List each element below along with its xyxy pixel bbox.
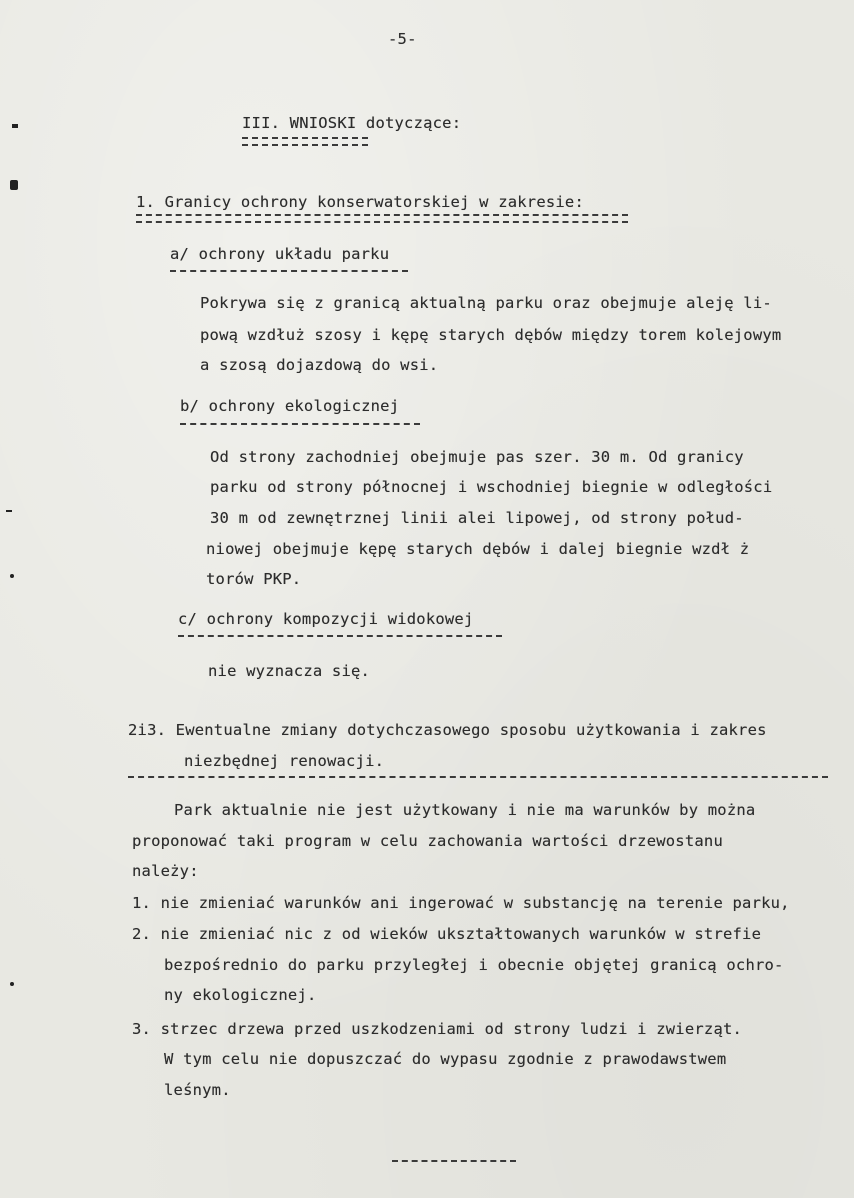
list-item-3-line: leśnym. (164, 1081, 231, 1099)
subheading-a: a/ ochrony układu parku (170, 245, 390, 263)
subheading-c: c/ ochrony kompozycji widokowej (178, 610, 474, 628)
list-item-3-line: W tym celu nie dopuszczać do wypasu zgodnie z prawodawstwem (164, 1050, 727, 1068)
page-number: -5- (388, 30, 417, 48)
paragraph-a-line: Pokrywa się z granicą aktualną parku oraz obejmuje aleję li- (200, 294, 772, 312)
subheading-b-underline (180, 423, 420, 425)
paragraph-a-line: pową wzdłuż szosy i kępę starych dębów między torem kolejowym (200, 326, 782, 344)
point1-heading-underline (136, 214, 628, 223)
paragraph-a-line: a szosą dojazdową do wsi. (200, 356, 439, 374)
closing-separator (392, 1160, 516, 1162)
point2-heading-line: niezbędnej renowacji. (184, 752, 385, 770)
subheading-c-underline (178, 635, 502, 637)
margin-mark (6, 510, 12, 512)
list-item-2-line: 2. nie zmieniać nic z od wieków ukształtowanych warunków w strefie (132, 925, 762, 943)
margin-mark (10, 574, 14, 578)
subheading-b: b/ ochrony ekologicznej (180, 397, 400, 415)
list-item-2-line: ny ekologicznej. (164, 986, 317, 1004)
paragraph-b-line: 30 m od zewnętrznej linii alei lipowej, od strony połud- (210, 509, 744, 527)
margin-mark (12, 124, 18, 128)
paragraph-c-line: nie wyznacza się. (208, 662, 371, 680)
point2-intro-line: Park aktualnie nie jest użytkowany i nie ma warunków by można (174, 801, 756, 819)
paragraph-b-line: parku od strony północnej i wschodniej biegnie w odległości (210, 478, 773, 496)
point2-intro-line: należy: (132, 862, 199, 880)
subheading-a-underline (170, 270, 408, 272)
section-heading: III. WNIOSKI dotyczące: (242, 114, 462, 132)
point2-heading-underline (128, 776, 828, 778)
heading-double-underline (242, 137, 368, 146)
point1-heading: 1. Granicy ochrony konserwatorskiej w zakresie: (136, 193, 584, 211)
point2-heading-line: 2i3. Ewentualne zmiany dotychczasowego sposobu użytkowania i zakres (128, 721, 767, 739)
list-item-3-line: 3. strzec drzewa przed uszkodzeniami od strony ludzi i zwierząt. (132, 1020, 743, 1038)
margin-mark (10, 180, 18, 190)
paragraph-b-line: torów PKP. (206, 570, 302, 588)
margin-mark (10, 982, 14, 986)
paragraph-b-line: niowej obejmuje kępę starych dębów i dalej biegnie wzdł ż (206, 540, 750, 558)
list-item-1-line: 1. nie zmieniać warunków ani ingerować w substancję na terenie parku, (132, 894, 790, 912)
paragraph-b-line: Od strony zachodniej obejmuje pas szer. 30 m. Od granicy (210, 448, 744, 466)
point2-intro-line: proponować taki program w celu zachowania wartości drzewostanu (132, 832, 723, 850)
list-item-2-line: bezpośrednio do parku przyległej i obecnie objętej granicą ochro- (164, 956, 784, 974)
